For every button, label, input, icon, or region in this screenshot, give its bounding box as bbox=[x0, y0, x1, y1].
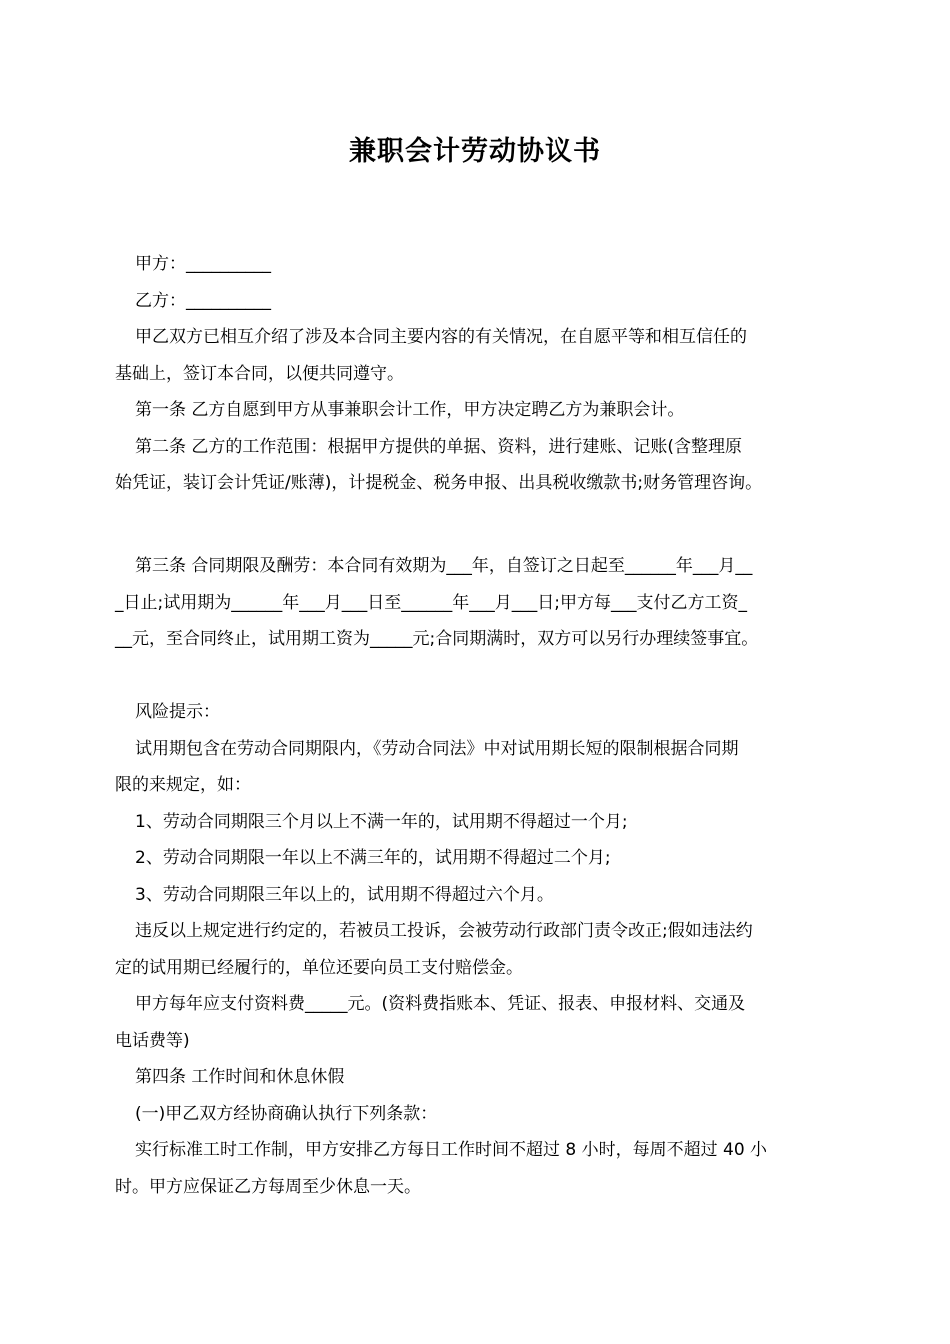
document-title: 兼职会计劳动协议书 bbox=[349, 136, 601, 167]
material-fee-line: 甲方每年应支付资料费_____元。(资料费指账本、凭证、报表、申报材料、交通及 bbox=[135, 994, 746, 1014]
article-4-paragraph: 时。甲方应保证乙方每周至少休息一天。 bbox=[115, 1176, 421, 1197]
article-3-line: 第三条 合同期限及酬劳：本合同有效期为___年，自签订之日起至______年___月__ bbox=[135, 556, 753, 576]
article-4-paragraph: 实行标准工时工作制，甲方安排乙方每日工作时间不超过 8 小时，每周不超过 40 小 bbox=[135, 1140, 768, 1160]
intro-paragraph-line: 基础上，签订本合同，以便共同遵守。 bbox=[115, 363, 404, 384]
risk-list-item: 1、劳动合同期限三个月以上不满一年的，试用期不得超过一个月; bbox=[135, 811, 628, 832]
risk-heading: 风险提示： bbox=[135, 702, 220, 722]
article-2-line: 第二条 乙方的工作范围：根据甲方提供的单据、资料，进行建账、记账(含整理原 bbox=[135, 436, 743, 457]
risk-warning-line: 定的试用期已经履行的，单位还要向员工支付赔偿金。 bbox=[115, 957, 523, 978]
article-4-heading: 第四条 工作时间和休息休假 bbox=[135, 1067, 345, 1087]
article-3-line: _日止;试用期为______年___月___日至______年___月___日;甲方每___支付乙方工资_ bbox=[115, 592, 747, 613]
risk-paragraph-line: 试用期包含在劳动合同期限内，《劳动合同法》中对试用期长短的限制根据合同期 bbox=[135, 738, 739, 759]
party-a-line: 甲方：__________ bbox=[135, 254, 271, 274]
article-4-clause: (一)甲乙双方经协商确认执行下列条款： bbox=[135, 1103, 438, 1124]
risk-paragraph-line: 限的来规定，如： bbox=[115, 775, 251, 795]
article-3-line: __元，至合同终止，试用期工资为_____元;合同期满时，双方可以另行办理续签事宜。 bbox=[115, 629, 759, 649]
party-b-line: 乙方：__________ bbox=[135, 290, 271, 311]
intro-paragraph-line: 甲乙双方已相互介绍了涉及本合同主要内容的有关情况，在自愿平等和相互信任的 bbox=[135, 327, 747, 347]
material-fee-line: 电话费等) bbox=[115, 1030, 190, 1051]
article-2-line: 始凭证，装订会计凭证/账薄)，计提税金、税务申报、出具税收缴款书;财务管理咨询。 bbox=[115, 473, 763, 493]
article-1-line: 第一条 乙方自愿到甲方从事兼职会计工作，甲方决定聘乙方为兼职会计。 bbox=[135, 400, 685, 420]
risk-list-item: 2、劳动合同期限一年以上不满三年的，试用期不得超过二个月; bbox=[135, 848, 611, 868]
risk-warning-line: 违反以上规定进行约定的，若被员工投诉，会被劳动行政部门责令改正;假如违法约 bbox=[135, 921, 753, 941]
risk-list-item: 3、劳动合同期限三年以上的，试用期不得超过六个月。 bbox=[135, 884, 554, 905]
